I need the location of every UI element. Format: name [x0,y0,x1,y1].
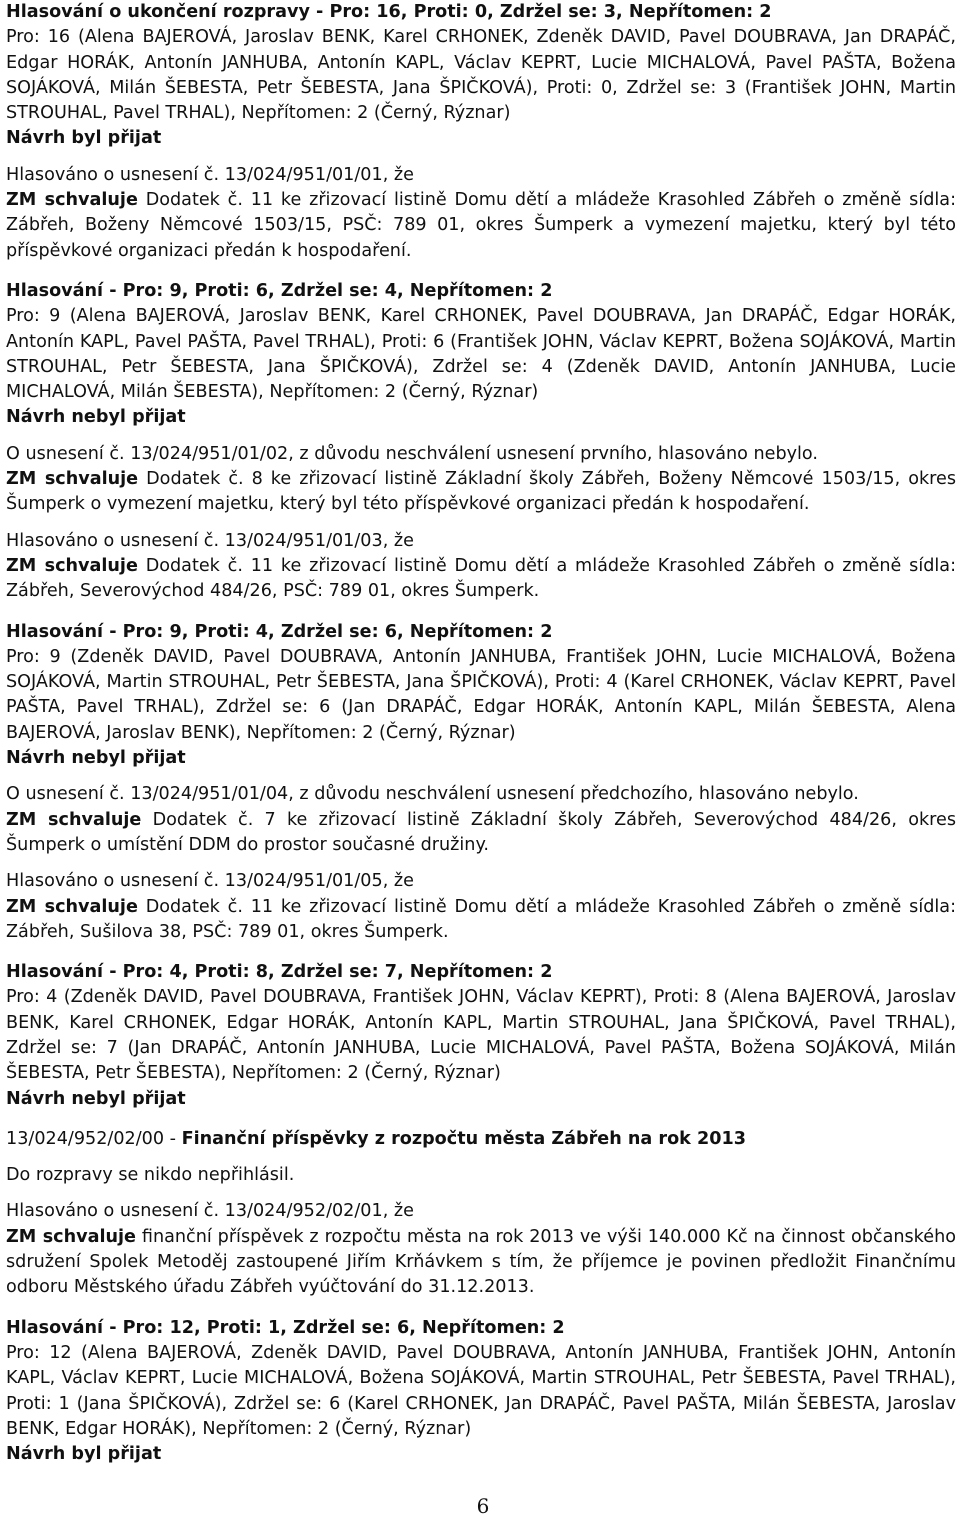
resolution-text [6,895,956,946]
zm-label: ZM schvaluje [6,896,138,917]
zm-text: finanční příspěvek z rozpočtu města na rok 2013 ve výši 140.000 Kč na činnost občanského sdružení Spolek Metoděj zastoupené Jiřím Krňávkem s tím, že příjemce je povinen předložit Finančnímu odboru Městského úřadu Zábřeh vyúčtování do 31.12.2013. [6,1226,956,1298]
zm-text: Dodatek č. 8 ke zřizovací listině Základní školy Zábřeh, Boženy Němcové 1503/15, okres Šumperk o vymezení majetku, který byl této příspěvkové organizaci předán k hospodaření. [6,469,956,515]
vote-header: Hlasování - Pro: 9, Proti: 4, Zdržel se: 6, Nepřítomen: 2 [6,621,553,642]
zm-label: ZM schvaluje [6,190,138,211]
zm-label: ZM schvaluje [6,809,142,830]
vote-header: Hlasování - Pro: 9, Proti: 6, Zdržel se: 4, Nepřítomen: 2 [6,280,553,301]
vote-header: Hlasování - Pro: 12, Proti: 1, Zdržel se: 6, Nepřítomen: 2 [6,1317,565,1338]
resolution-text [6,188,956,264]
zm-text: Dodatek č. 11 ke zřizovací listině Domu dětí a mládeže Krasohled Zábřeh o změně sídla: Zábřeh, Boženy Němcové 1503/15, PSČ: 789 01, okres Šumperk a vymezení majetku, který byl této příspěvkové organizaci předán k hospodaření. [6,190,956,261]
vote-result: Návrh nebyl přijat [6,407,186,428]
resolution-text [6,554,956,605]
vote-result: Návrh nebyl přijat [6,1088,186,1109]
vote-result: Návrh byl přijat [6,128,162,149]
page-number: 6 [476,1494,490,1518]
zm-text: Dodatek č. 11 ke zřizovací listině Domu dětí a mládeže Krasohled Zábřeh o změně sídla: Zábřeh, Sušilova 38, PSČ: 789 01, okres Šumperk. [6,896,956,942]
vote-detail: Pro: 16 (Alena BAJEROVÁ, Jaroslav BENK, Karel CRHONEK, Zdeněk DAVID, Pavel DOUBRAVA, Jan DRAPÁČ, Edgar HORÁK, Antonín JANHUBA, Antonín KAPL, Václav KEPRT, Lucie MICHALOVÁ, Pavel PAŠTA, Božena SOJÁKOVÁ, Milán ŠEBESTA, Petr ŠEBESTA, Jana ŠPIČKOVÁ), Proti: 0, Zdržel se: 3 (František JOHN, Martin STROUHAL, Pavel TRHAL), Nepřítomen: 2 (Černý, Rýznar) [6,27,956,124]
zm-label: ZM schvaluje [6,469,139,490]
resolution-text [6,808,956,859]
vote-detail: Pro: 4 (Zdeněk DAVID, Pavel DOUBRAVA, František JOHN, Václav KEPRT), Proti: 8 (Alena BAJEROVÁ, Jaroslav BENK, Karel CRHONEK, Edgar HORÁK, Antonín KAPL, Martin STROUHAL, Jana ŠPIČKOVÁ, Pavel TRHAL), Zdržel se: 7 (Jan DRAPÁČ, Antonín JANHUBA, Lucie MICHALOVÁ, Pavel PAŠTA, Božena SOJÁKOVÁ, Milán ŠEBESTA, Petr ŠEBESTA), Nepřítomen: 2 (Černý, Rýznar) [6,987,956,1084]
zm-text: Dodatek č. 11 ke zřizovací listině Domu dětí a mládeže Krasohled Zábřeh o změně sídla: Zábřeh, Severovýchod 484/26, PSČ: 789 01, okres Šumperk. [6,555,956,602]
resolution-line: Hlasováno o usnesení č. 13/024/951/01/03, že [6,530,414,551]
agenda-title: Finanční příspěvky z rozpočtu města Zábřeh na rok 2013 [181,1128,746,1149]
resolution-text [6,1225,956,1301]
vote-result: Návrh byl přijat [6,1444,162,1465]
document-page [6,0,956,1467]
zm-label: ZM schvaluje [6,1226,136,1247]
vote-result: Návrh nebyl přijat [6,748,186,769]
vote-header: Hlasování - Pro: 4, Proti: 8, Zdržel se: 7, Nepřítomen: 2 [6,962,553,983]
no-debate-note: Do rozpravy se nikdo nepřihlásil. [6,1165,295,1186]
resolution-line: O usnesení č. 13/024/951/01/04, z důvodu neschválení usnesení předchozího, hlasováno nebylo. [6,784,859,805]
agenda-item-heading [6,1127,956,1152]
vote-detail: Pro: 9 (Alena BAJEROVÁ, Jaroslav BENK, Karel CRHONEK, Pavel DOUBRAVA, Jan DRAPÁČ, Edgar HORÁK, Antonín KAPL, Pavel PAŠTA, Pavel TRHAL), Proti: 6 (František JOHN, Václav KEPRT, Božena SOJÁKOVÁ, Martin STROUHAL, Petr ŠEBESTA, Jana ŠPIČKOVÁ), Zdržel se: 4 (Zdeněk DAVID, Antonín JANHUBA, Lucie MICHALOVÁ, Milán ŠEBESTA), Nepřítomen: 2 (Černý, Rýznar) [6,306,956,403]
resolution-line: Hlasováno o usnesení č. 13/024/952/02/01, že [6,1201,414,1222]
resolution-line: O usnesení č. 13/024/951/01/02, z důvodu neschválení usnesení prvního, hlasováno nebylo. [6,443,818,464]
zm-text: Dodatek č. 7 ke zřizovací listině Základní školy Zábřeh, Severovýchod 484/26, okres Šumperk o umístění DDM do prostor současné družiny. [6,809,956,855]
resolution-text [6,467,956,518]
zm-label: ZM schvaluje [6,555,138,576]
vote-detail: Pro: 12 (Alena BAJEROVÁ, Zdeněk DAVID, Pavel DOUBRAVA, Antonín JANHUBA, František JOHN, Antonín KAPL, Václav KEPRT, Lucie MICHALOVÁ, Božena SOJÁKOVÁ, Martin STROUHAL, Petr ŠEBESTA, Pavel TRHAL), Proti: 1 (Jana ŠPIČKOVÁ), Zdržel se: 6 (Karel CRHONEK, Jan DRAPÁČ, Pavel PAŠTA, Milán ŠEBESTA, Jaroslav BENK, Edgar HORÁK), Nepřítomen: 2 (Černý, Rýznar) [6,1342,956,1439]
resolution-line: Hlasováno o usnesení č. 13/024/951/01/01, že [6,164,414,185]
agenda-number: 13/024/952/02/00 - [6,1128,182,1149]
vote-header: Hlasování o ukončení rozpravy - Pro: 16, Proti: 0, Zdržel se: 3, Nepřítomen: 2 [6,2,772,22]
resolution-line: Hlasováno o usnesení č. 13/024/951/01/05, že [6,871,414,892]
vote-detail: Pro: 9 (Zdeněk DAVID, Pavel DOUBRAVA, Antonín JANHUBA, František JOHN, Lucie MICHALOVÁ, Božena SOJÁKOVÁ, Martin STROUHAL, Petr ŠEBESTA, Jana ŠPIČKOVÁ), Proti: 4 (Karel CRHONEK, Václav KEPRT, Pavel PAŠTA, Pavel TRHAL), Zdržel se: 6 (Jan DRAPÁČ, Edgar HORÁK, Antonín KAPL, Milán ŠEBESTA, Alena BAJEROVÁ, Jaroslav BENK), Nepřítomen: 2 (Černý, Rýznar) [6,646,956,743]
